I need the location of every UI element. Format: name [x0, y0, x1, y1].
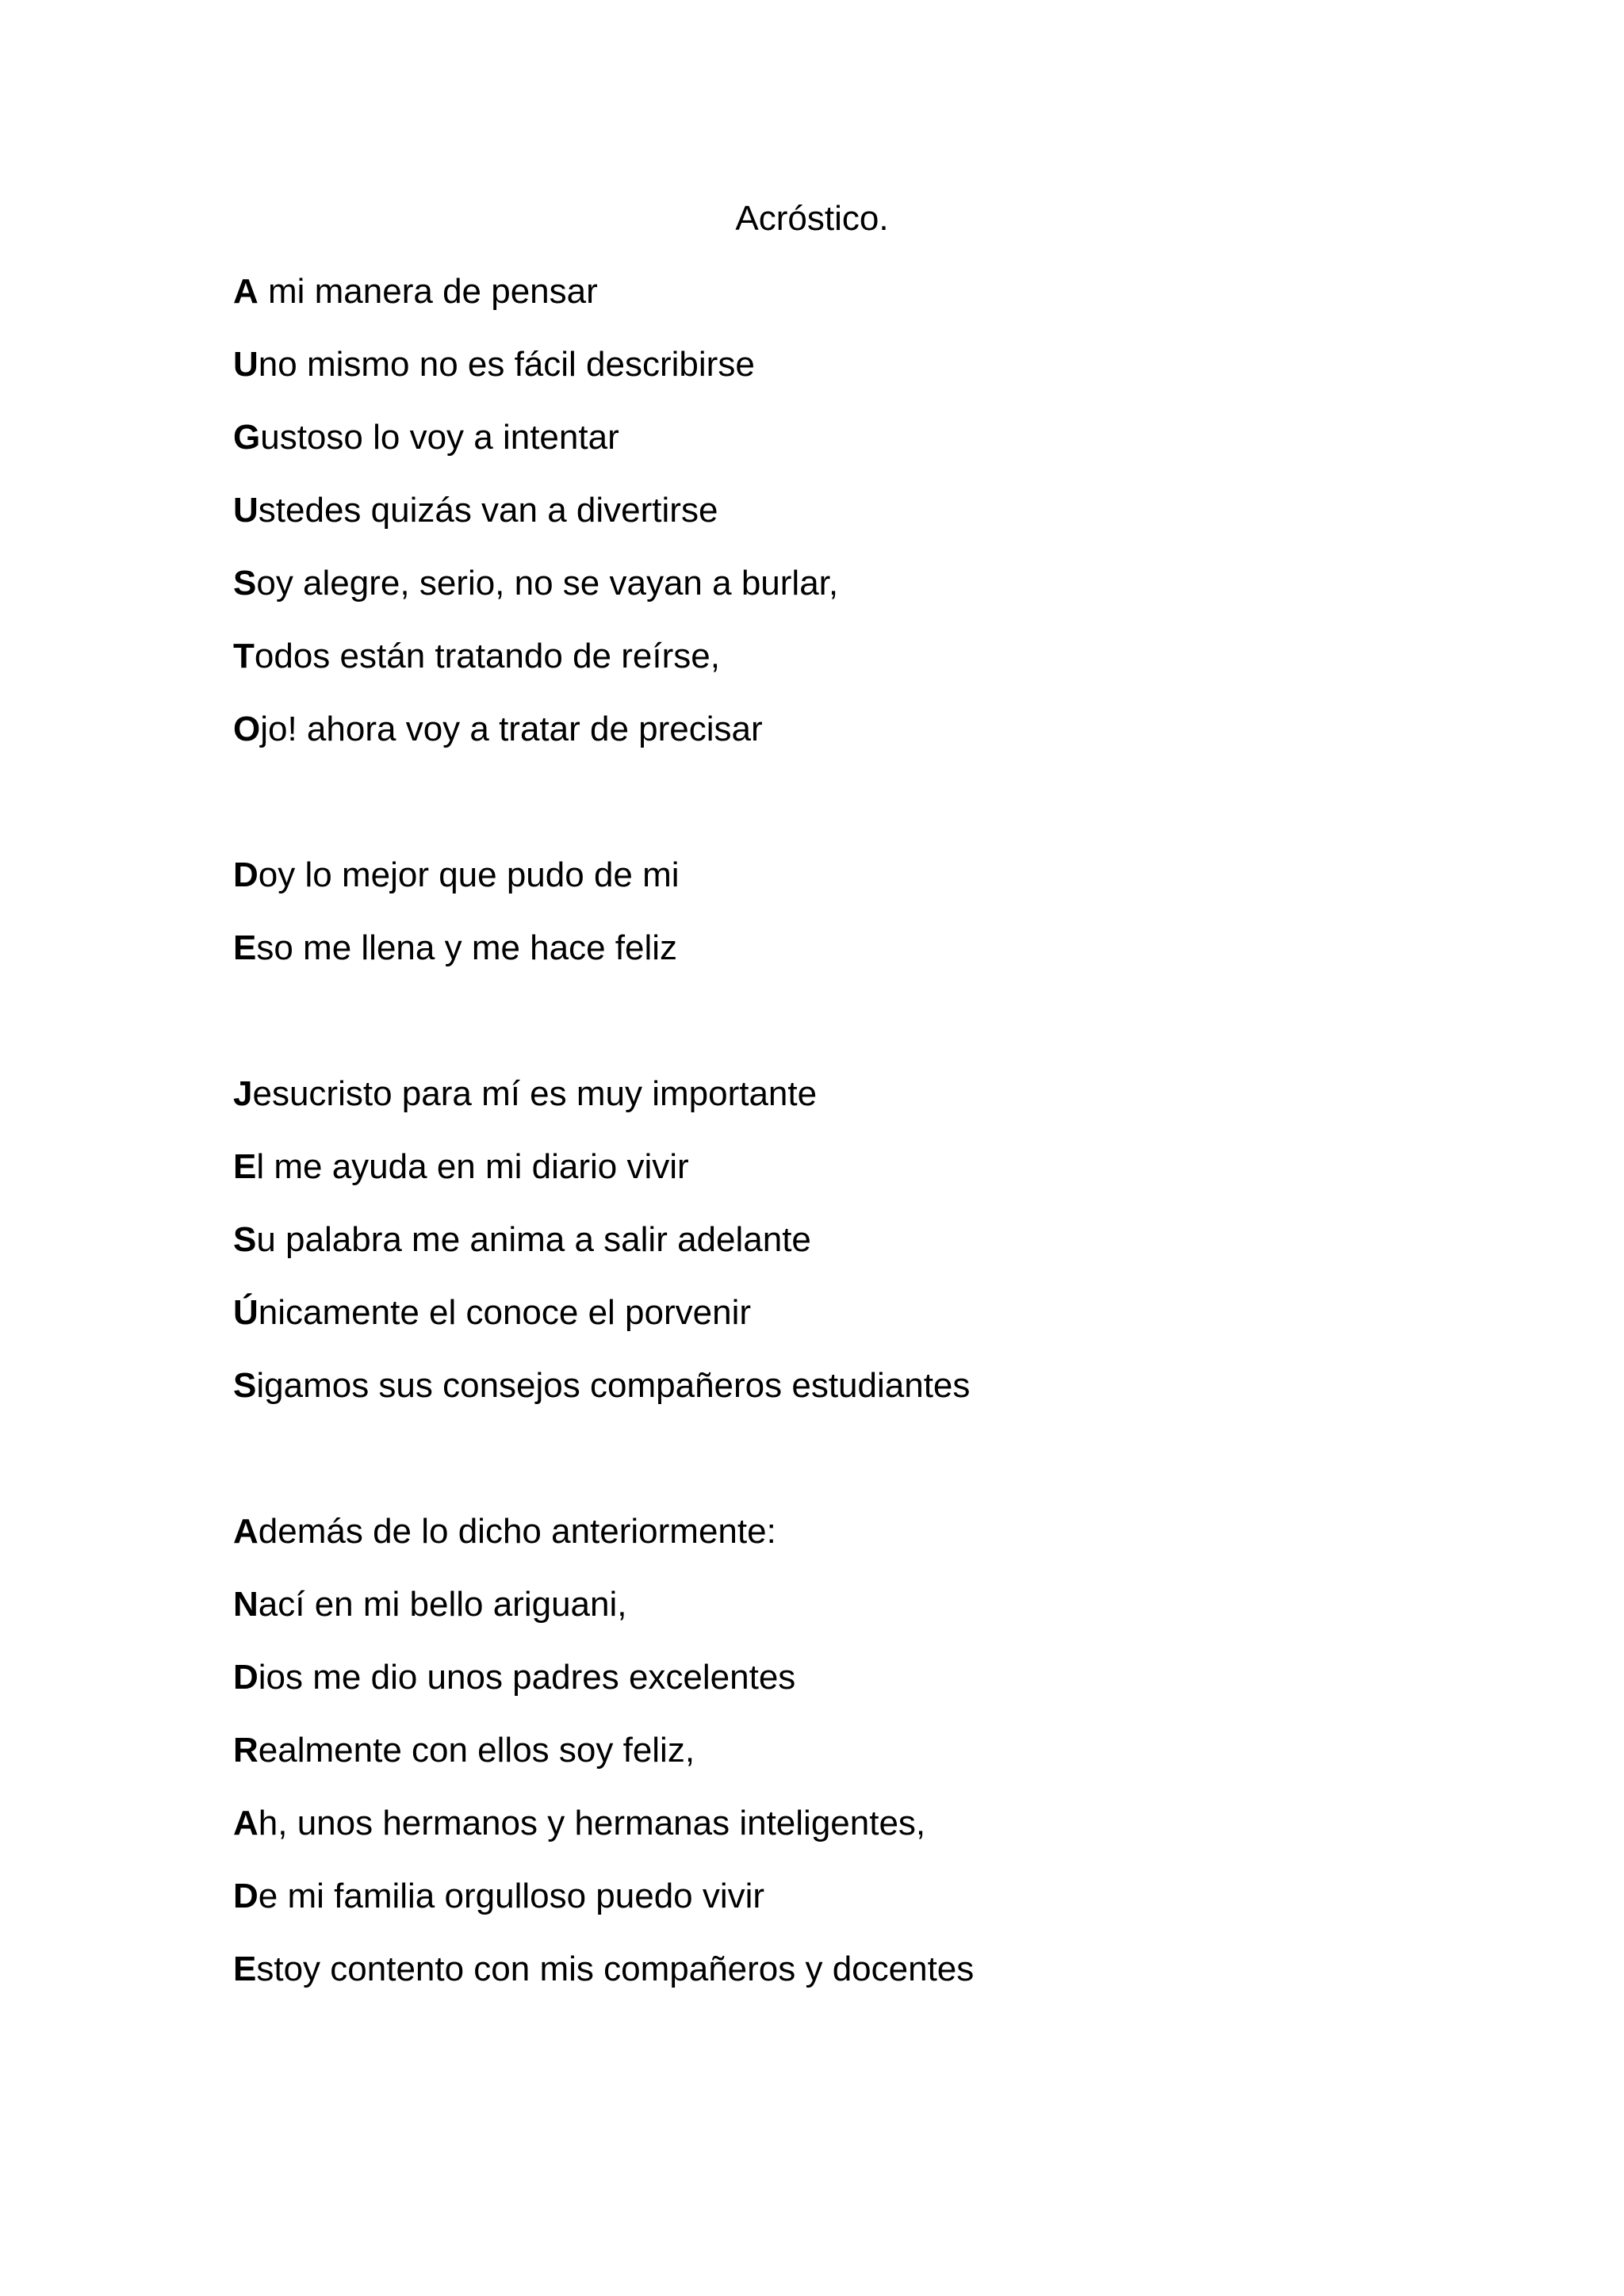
poem-line	[233, 1289, 1542, 1362]
stanza	[233, 268, 1542, 779]
line-initial: O	[233, 710, 261, 748]
poem-line	[233, 560, 1542, 633]
poem-line	[233, 1946, 1542, 2019]
line-initial: Ú	[233, 1293, 259, 1332]
line-text: odos están tratando de reírse,	[254, 637, 720, 675]
line-text: ealmente con ellos soy feliz,	[258, 1731, 695, 1770]
poem-line	[233, 1216, 1542, 1289]
line-initial: D	[233, 1877, 259, 1915]
line-text: so me llena y me hace feliz	[256, 928, 678, 967]
poem-line	[233, 706, 1542, 779]
poem-line	[233, 851, 1542, 924]
poem-line	[233, 1654, 1542, 1727]
line-initial: U	[233, 491, 259, 530]
document-title: Acróstico.	[735, 199, 889, 238]
line-initial: U	[233, 345, 259, 384]
line-initial: A	[233, 1512, 259, 1551]
line-text: u palabra me anima a salir adelante	[256, 1220, 811, 1259]
line-text: l me ayuda en mi diario vivir	[256, 1147, 689, 1186]
poem-line	[233, 268, 1542, 341]
poem-line	[233, 1508, 1542, 1581]
acrostic-poem	[233, 268, 1542, 2091]
stanza	[233, 1508, 1542, 2019]
line-text: ios me dio unos padres excelentes	[258, 1658, 796, 1697]
poem-line	[233, 1873, 1542, 1946]
line-initial: G	[233, 418, 261, 457]
line-text: no mismo no es fácil describirse	[258, 345, 755, 384]
line-text: e mi familia orgulloso puedo vivir	[258, 1877, 765, 1915]
line-text: nicamente el conoce el porvenir	[258, 1293, 752, 1332]
line-text: stoy contento con mis compañeros y docentes	[256, 1950, 975, 1988]
line-initial: E	[233, 1950, 257, 1988]
stanza	[233, 1070, 1542, 1435]
poem-line	[233, 924, 1542, 997]
line-text: mi manera de pensar	[258, 272, 598, 311]
line-initial: E	[233, 1147, 257, 1186]
line-text: jo! ahora voy a tratar de precisar	[260, 710, 763, 748]
line-text: h, unos hermanos y hermanas inteligentes,	[258, 1804, 926, 1843]
poem-line	[233, 1362, 1542, 1435]
stanza	[233, 851, 1542, 997]
line-initial: D	[233, 855, 259, 894]
poem-line	[233, 633, 1542, 706]
line-text: demás de lo dicho anteriormente:	[258, 1512, 776, 1551]
line-initial: S	[233, 1220, 257, 1259]
line-text: esucristo para mí es muy importante	[252, 1074, 818, 1113]
poem-line	[233, 414, 1542, 487]
line-initial: E	[233, 928, 257, 967]
line-initial: A	[233, 1804, 259, 1843]
poem-line	[233, 1070, 1542, 1143]
line-initial: T	[233, 637, 255, 675]
line-initial: S	[233, 564, 257, 603]
line-initial: R	[233, 1731, 259, 1770]
poem-line	[233, 1581, 1542, 1654]
line-initial: J	[233, 1074, 253, 1113]
poem-line	[233, 487, 1542, 560]
poem-line	[233, 1143, 1542, 1216]
line-text: stedes quizás van a divertirse	[258, 491, 718, 530]
line-text: oy lo mejor que pudo de mi	[258, 855, 680, 894]
line-initial: N	[233, 1585, 259, 1624]
line-initial: A	[233, 272, 259, 311]
line-text: ustoso lo voy a intentar	[260, 418, 619, 457]
poem-line	[233, 341, 1542, 414]
line-initial: D	[233, 1658, 259, 1697]
poem-line	[233, 1727, 1542, 1800]
line-text: oy alegre, serio, no se vayan a burlar,	[256, 564, 839, 603]
line-initial: S	[233, 1366, 257, 1405]
line-text: ací en mi bello ariguani,	[258, 1585, 627, 1624]
poem-line	[233, 1800, 1542, 1873]
line-text: igamos sus consejos compañeros estudiantes	[256, 1366, 971, 1405]
